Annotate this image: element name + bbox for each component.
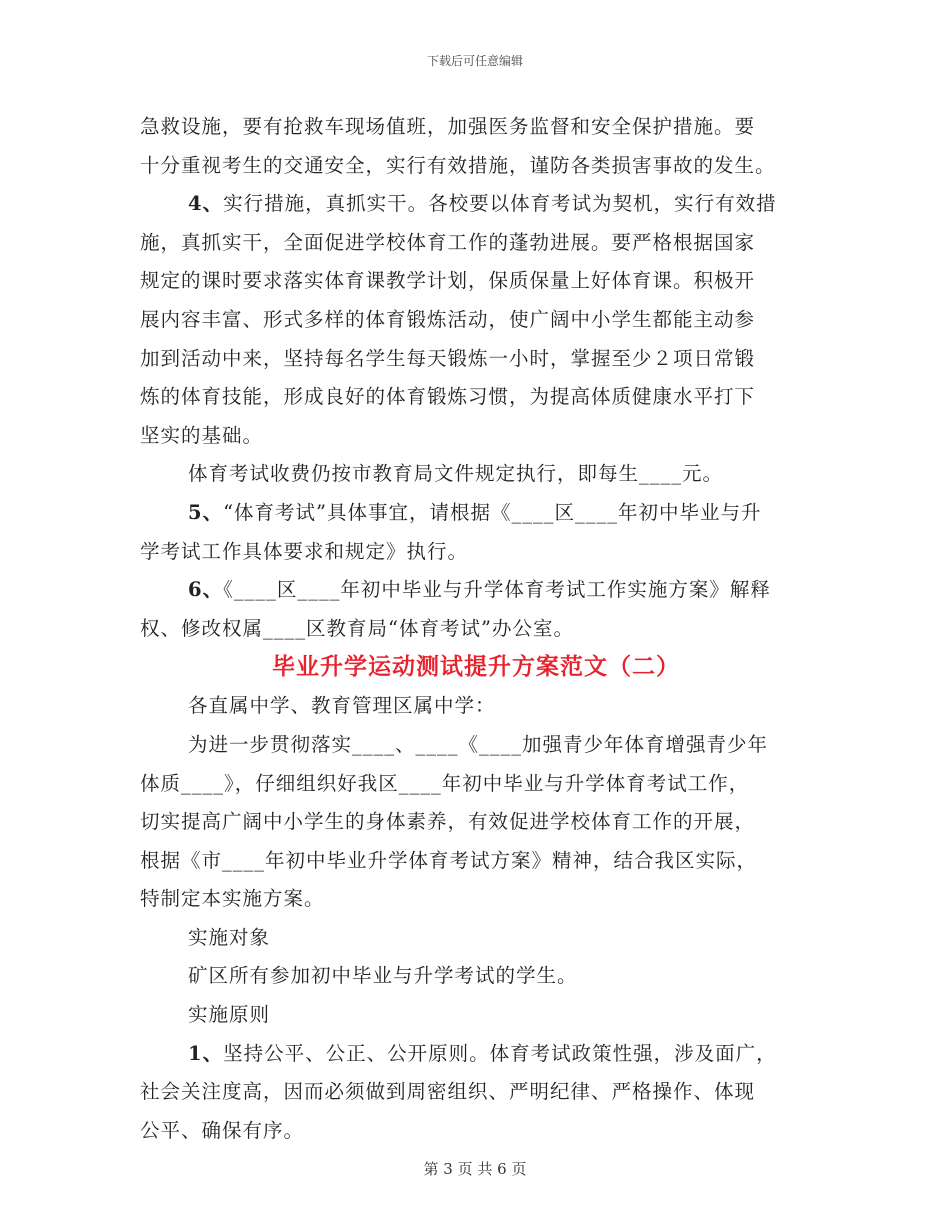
document-body — [140, 108, 812, 1150]
item-number: 1、 — [188, 1041, 224, 1065]
text-line: 学考试工作具体要求和规定》执行。 — [140, 539, 469, 563]
text-line: 施，真抓实干，全面促进学校体育工作的蓬勃进展。要严格根据国家 — [140, 230, 756, 254]
text-line: 社会关注度高，因而必须做到周密组织、严明纪律、严格操作、体现 — [140, 1080, 756, 1104]
salutation: 各直属中学、教育管理区属中学： — [188, 694, 496, 718]
page-footer-number: 第 3 页 共 6 页 — [423, 1160, 527, 1178]
text-line: 为进一步贯彻落实____、____《____加强青少年体育增强青少年 — [188, 732, 769, 756]
text-line: 《____区____年初中毕业与升学体育考试工作实施方案》解释 — [223, 578, 771, 602]
subheading: 实施原则 — [188, 1003, 271, 1027]
text-line: 切实提高广阔中小学生的身体素养，有效促进学校体育工作的开展， — [140, 810, 756, 834]
text-line: 加到活动中来，坚持每名学生每天锻炼一小时，掌握至少２项日常锻 — [140, 346, 756, 370]
text-line: 公平、确保有序。 — [140, 1118, 305, 1142]
text-line: 特制定本实施方案。 — [140, 887, 325, 911]
paragraph-item-1 — [140, 1035, 812, 1074]
text-line: 体质____》，仔细组织好我区____年初中毕业与升学体育考试工作， — [140, 771, 750, 795]
text-line: 权、修改权属____区教育局“体育考试”办公室。 — [140, 616, 574, 640]
subheading: 实施对象 — [188, 925, 271, 949]
section-title: 毕业升学运动测试提升方案范文（二） — [272, 653, 680, 681]
text-line: 规定的课时要求落实体育课教学计划，保质保量上好体育课。积极开 — [140, 269, 756, 293]
text-line: 坚实的基础。 — [140, 423, 264, 447]
text-line: 十分重视考生的交通安全，实行有效措施，谨防各类损害事故的发生。 — [140, 153, 776, 177]
text-line: “体育考试”具体事宜，请根据《____区____年初中毕业与升 — [223, 500, 762, 524]
text-line: 急救设施，要有抢救车现场值班，加强医务监督和安全保护措施。要 — [140, 115, 756, 138]
page-header-note: 下载后可任意编辑 — [426, 54, 523, 68]
paragraph-item-5 — [140, 494, 812, 533]
text-line: 根据《市____年初中毕业升学体育考试方案》精神，结合我区实际， — [140, 848, 758, 872]
paragraph-item-4 — [140, 185, 812, 224]
text-line: 坚持公平、公正、公开原则。体育考试政策性强，涉及面广， — [223, 1041, 777, 1065]
item-number: 5、 — [188, 500, 224, 524]
item-number: 6、 — [188, 578, 224, 602]
paragraph-item-6 — [140, 571, 812, 610]
text-line: 展内容丰富、形式多样的体育锻炼活动，使广阔中小学生都能主动参 — [140, 307, 756, 331]
text-line: 矿区所有参加初中毕业与升学考试的学生。 — [188, 964, 578, 988]
text-line: 体育考试收费仍按市教育局文件规定执行，即每生____元。 — [188, 462, 724, 486]
text-line: 炼的体育技能，形成良好的体育锻炼习惯，为提高体质健康水平打下 — [140, 385, 756, 409]
text-line: 实行措施，真抓实干。各校要以体育考试为契机，实行有效措 — [223, 192, 777, 216]
item-number: 4、 — [188, 192, 224, 216]
